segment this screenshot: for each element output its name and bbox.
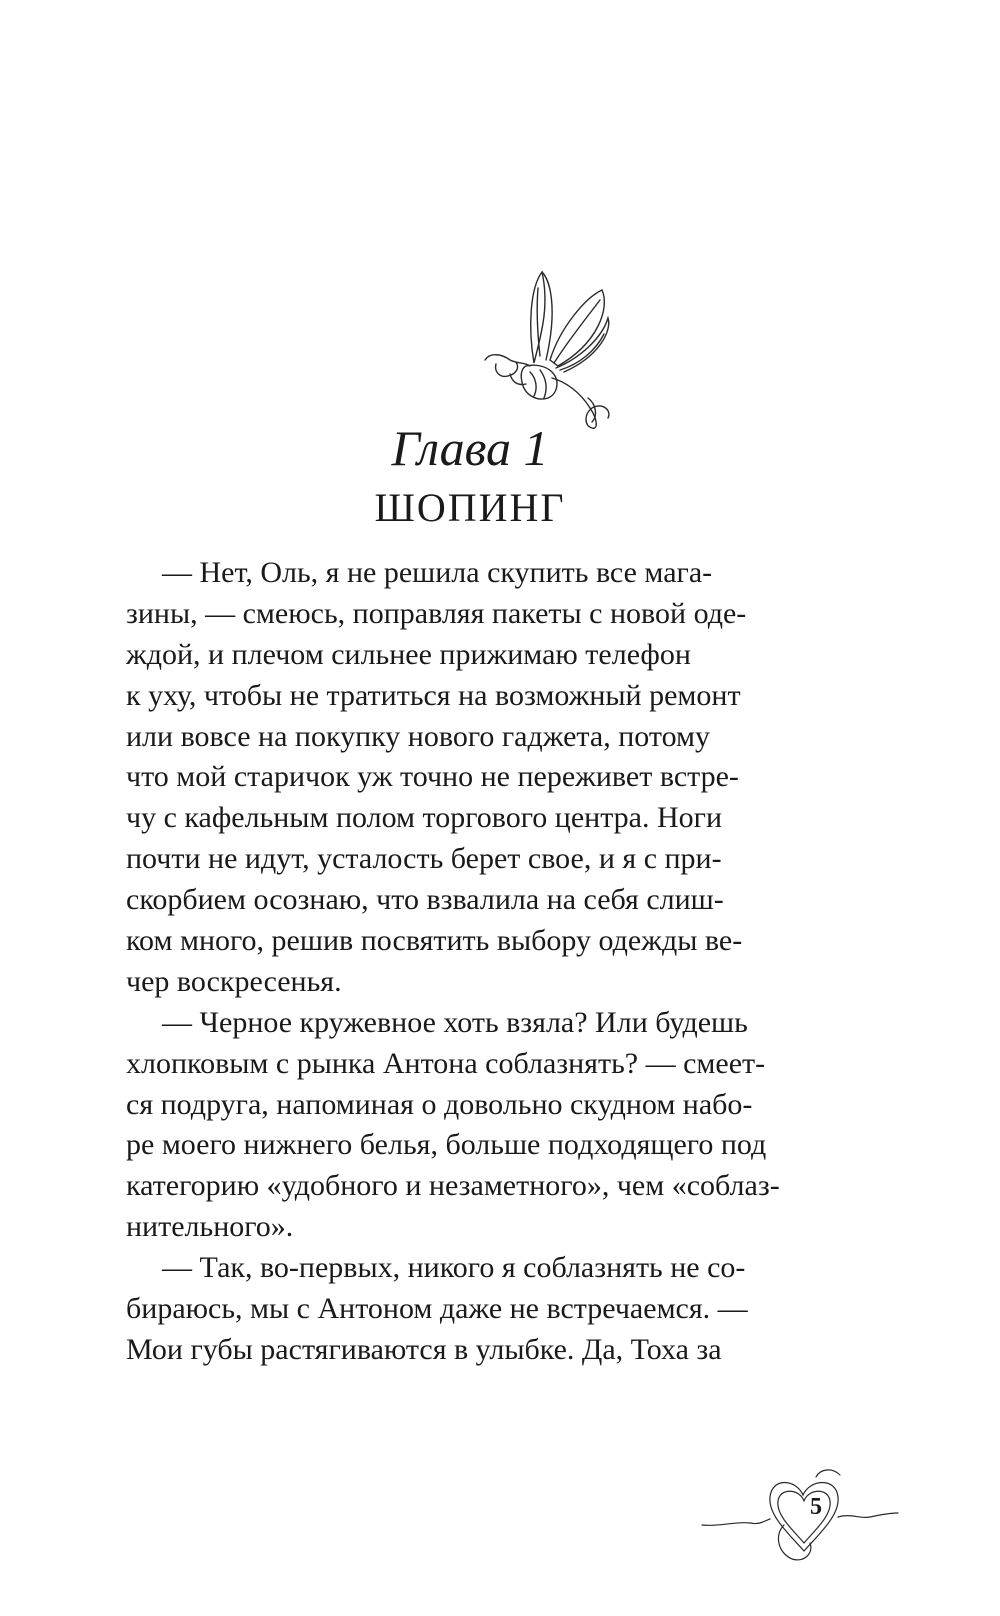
text-line: — Черное кружевное хоть взяла? Или будешь — [162, 1005, 748, 1039]
page-number: 5 — [810, 1494, 822, 1520]
text-line: нительного». — [126, 1210, 294, 1244]
text-line: ре моего нижнего белья, больше подходящего под — [126, 1128, 767, 1162]
text-line: — Нет, Оль, я не решила скупить все мага- — [162, 556, 713, 589]
text-line: Мои губы растягиваются в улыбке. Да, Тоха за — [126, 1332, 722, 1366]
text-line: или вовсе на покупку нового гаджета, потому — [126, 719, 710, 753]
text-line: зины, — смеюсь, поправляя пакеты с новой оде- — [126, 596, 747, 630]
text-line: — Так, во-первых, никого я соблазнять не со- — [162, 1251, 746, 1285]
chapter-number: Глава 1 — [391, 420, 549, 476]
text-line: категорию «удобного и незаметного», чем «соблаз- — [126, 1169, 780, 1203]
text-line: чер воскресенья. — [126, 964, 342, 998]
text-line: почти не идут, усталость берет свое, и я с при- — [126, 842, 722, 876]
heart-swirl-icon — [700, 1455, 900, 1575]
text-line: к уху, чтобы не тратиться на возможный ремонт — [126, 678, 741, 712]
text-line: ся подруга, напоминая о довольно скудном набо- — [126, 1087, 753, 1121]
text-line: бираюсь, мы с Антоном даже не встречаемся. — — [126, 1292, 748, 1326]
text-line: хлопковым с рынка Антона соблазнять? — смеет- — [126, 1046, 766, 1080]
text-line: что мой старичок уж точно не переживет встре- — [126, 760, 739, 794]
text-line: ждой, и плечом сильнее прижимаю телефон — [126, 637, 691, 671]
text-line: скорбием осознаю, что взвалила на себя слиш- — [126, 883, 724, 917]
chapter-title: ШОПИНГ — [374, 485, 566, 530]
bee-icon — [480, 268, 630, 438]
text-line: ком много, решив посвятить выбору одежды ве- — [126, 924, 743, 958]
chapter-body-text — [126, 553, 832, 1371]
text-line: чу с кафельным полом торгового центра. Ноги — [126, 801, 723, 835]
